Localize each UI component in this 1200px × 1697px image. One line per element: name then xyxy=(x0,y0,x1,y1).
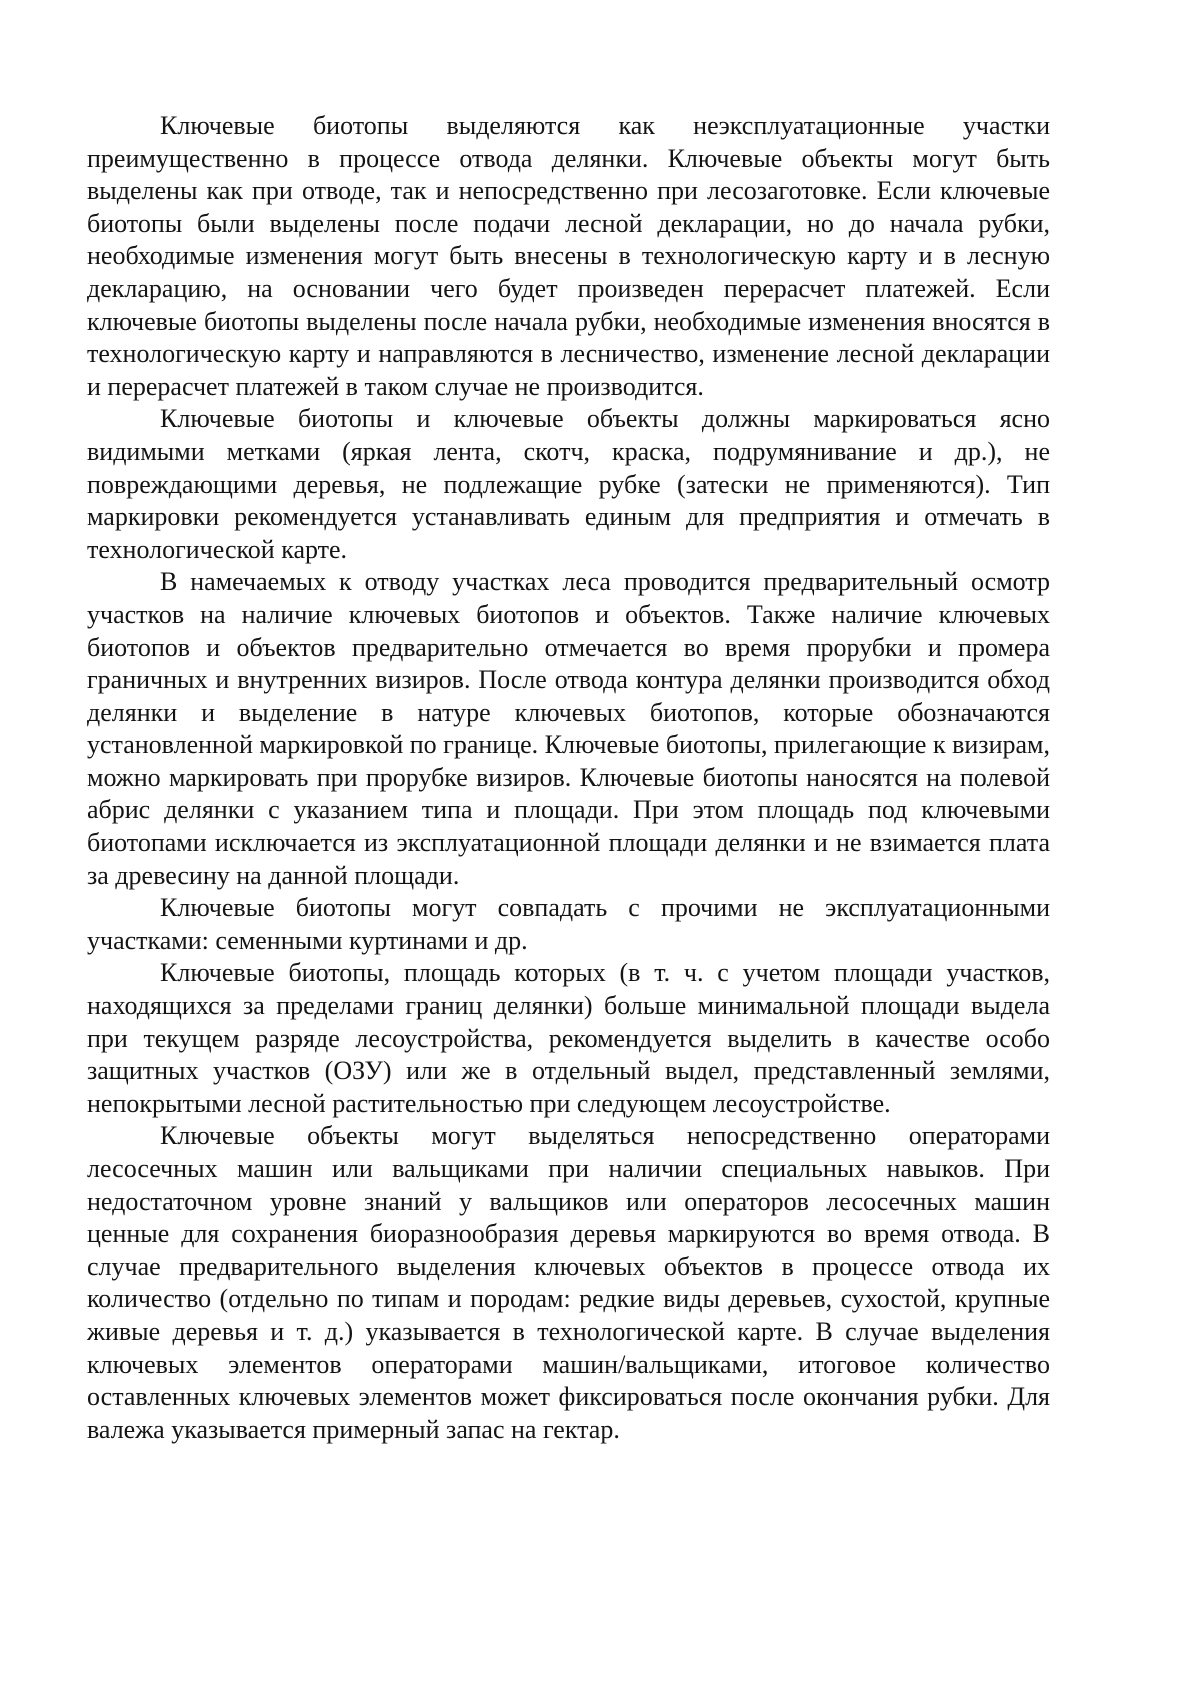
document-page xyxy=(87,110,1050,1446)
paragraph: В намечаемых к отводу участках леса проводится предварительный осмотр участков на наличие ключевых биотопов и объектов. Также наличие ключевых биотопов и объектов предварительно отмечается во время прорубки и промера граничных и внутренних визиров. После отвода контура делянки производится обход делянки и выделение в натуре ключевых биотопов, которые обозначаются установленной маркировкой по границе. Ключевые биотопы, прилегающие к визирам, можно маркировать при прорубке визиров. Ключевые биотопы наносятся на полевой абрис делянки с указанием типа и площади. При этом площадь под ключевыми биотопами исключается из эксплуатационной площади делянки и не взимается плата за древесину на данной площади. xyxy=(87,567,1050,890)
paragraph: Ключевые биотопы выделяются как неэксплуатационные участки преимущественно в процессе отвода делянки. Ключевые объекты могут быть выделены как при отводе, так и непосредственно при лесозаготовке. Если ключевые биотопы были выделены после подачи лесной декларации, но до начала рубки, необходимые изменения могут быть внесены в технологическую карту и в лесную декларацию, на основании чего будет произведен перерасчет платежей. Если ключевые биотопы выделены после начала рубки, необходимые изменения вносятся в технологическую карту и направляются в лесничество, изменение лесной декларации и перерасчет платежей в таком случае не производится. xyxy=(87,111,1050,401)
paragraph: Ключевые биотопы и ключевые объекты должны маркироваться ясно видимыми метками (яркая лента, скотч, краска, подрумянивание и др.), не повреждающими деревья, не подлежащие рубке (затески не применяются). Тип маркировки рекомендуется устанавливать единым для предприятия и отмечать в технологической карте. xyxy=(87,404,1050,564)
paragraph: Ключевые объекты могут выделяться непосредственно операторами лесосечных машин или вальщиками при наличии специальных навыков. При недостаточном уровне знаний у вальщиков или операторов лесосечных машин ценные для сохранения биоразнообразия деревья маркируются во время отвода. В случае предварительного выделения ключевых объектов в процессе отвода их количество (отдельно по типам и породам: редкие виды деревьев, сухостой, крупные живые деревья и т. д.) указывается в технологической карте. В случае выделения ключевых элементов операторами машин/вальщиками, итоговое количество оставленных ключевых элементов может фиксироваться после окончания рубки. Для валежа указывается примерный запас на гектар. xyxy=(87,1121,1050,1444)
paragraph: Ключевые биотопы, площадь которых (в т. ч. с учетом площади участков, находящихся за пределами границ делянки) больше минимальной площади выдела при текущем разряде лесоустройства, рекомендуется выделить в качестве особо защитных участков (ОЗУ) или же в отдельный выдел, представленный землями, непокрытыми лесной растительностью при следующем лесоустройстве. xyxy=(87,958,1050,1118)
paragraph: Ключевые биотопы могут совпадать с прочими не эксплуатационными участками: семенными куртинами и др. xyxy=(87,893,1050,955)
